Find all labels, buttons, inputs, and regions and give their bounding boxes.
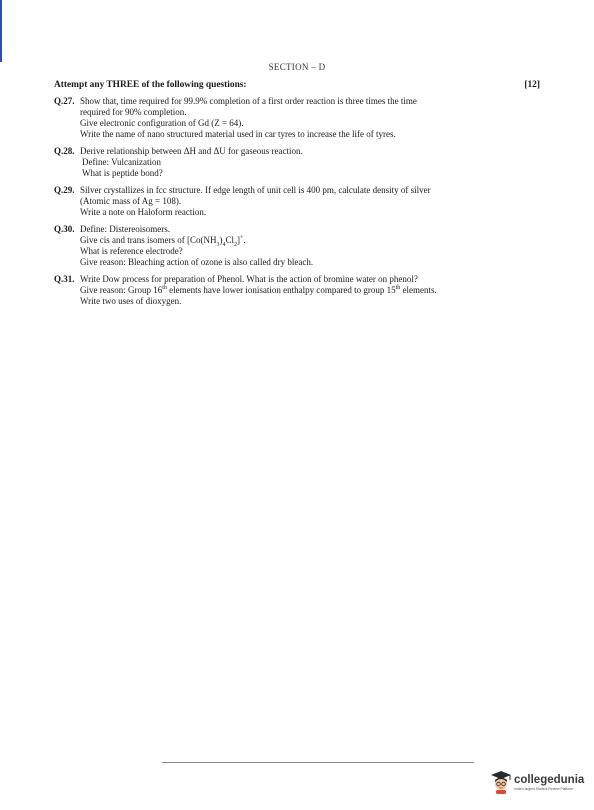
formula-part: Cl	[225, 235, 234, 245]
question-text: Define: Vulcanization	[82, 157, 162, 167]
formula-part: )	[219, 235, 223, 245]
question-text: required for 90% completion.	[80, 107, 187, 117]
question-30	[54, 224, 506, 268]
formula-prefix: Give cis and trans isomers of [Co(NH	[80, 235, 217, 245]
text-part: elements.	[400, 285, 437, 295]
superscript: th	[162, 285, 167, 291]
question-text: What is peptide bond?	[82, 168, 163, 178]
question-text: Write two uses of dioxygen.	[80, 296, 182, 306]
question-text: What is reference electrode?	[80, 246, 183, 256]
question-28	[54, 146, 506, 179]
question-text: Give reason: Bleaching action of ozone is also called dry bleach.	[80, 257, 314, 267]
question-number: Q.27.	[54, 96, 75, 106]
collegedunia-logo	[490, 770, 584, 794]
question-31	[54, 274, 506, 307]
question-text-formula	[54, 235, 506, 246]
subscript: 3	[216, 241, 220, 248]
text-part: elements have lower ionisation enthalpy compared to group 15	[166, 285, 396, 295]
question-29	[54, 185, 506, 218]
questions-list	[54, 96, 506, 313]
marks-label: [12]	[524, 80, 540, 90]
instructions-row	[54, 80, 540, 90]
question-number: Q.29.	[54, 185, 75, 195]
question-text: Define: Distereoisomers.	[80, 224, 170, 234]
formula-part: ]	[237, 235, 240, 245]
question-text: Write the name of nano structured material used in car tyres to increase the life of tyres.	[80, 129, 396, 139]
instructions-text: Attempt any THREE of the following questions:	[54, 80, 247, 90]
question-text-reason	[54, 285, 506, 296]
question-text: Write a note on Haloform reaction.	[80, 207, 207, 217]
logo-tagline: India's largest Student Review Platform	[514, 786, 574, 791]
question-text: Write Dow process for preparation of Phenol. What is the action of bromine water on phenol?	[80, 274, 418, 284]
subscript: 4	[222, 241, 226, 248]
question-27	[54, 96, 506, 140]
graduate-mascot-icon	[490, 770, 512, 794]
question-text: Give electronic configuration of Gd (Z = 64).	[80, 118, 244, 128]
question-text: Silver crystallizes in fcc structure. If edge length of unit cell is 400 pm, calculate density of silver	[80, 185, 431, 195]
left-margin-bar	[0, 0, 2, 62]
subscript: 2	[234, 241, 237, 248]
question-text: Derive relationship between ΔH and ΔU for gaseous reaction.	[80, 146, 303, 156]
question-text: Show that, time required for 99.9% completion of a first order reaction is three times the time	[80, 96, 417, 106]
question-number: Q.31.	[54, 274, 75, 284]
logo-name: collegedunia	[514, 773, 585, 786]
question-number: Q.30.	[54, 224, 75, 234]
superscript: +	[240, 235, 244, 241]
question-text: (Atomic mass of Ag = 108).	[80, 196, 182, 206]
superscript: th	[395, 285, 401, 291]
formula-part: .	[243, 235, 246, 245]
text-part: Give reason: Group 16	[80, 285, 163, 295]
section-title: SECTION – D	[268, 62, 326, 72]
question-number: Q.28.	[54, 146, 75, 156]
footer-divider	[162, 762, 474, 763]
